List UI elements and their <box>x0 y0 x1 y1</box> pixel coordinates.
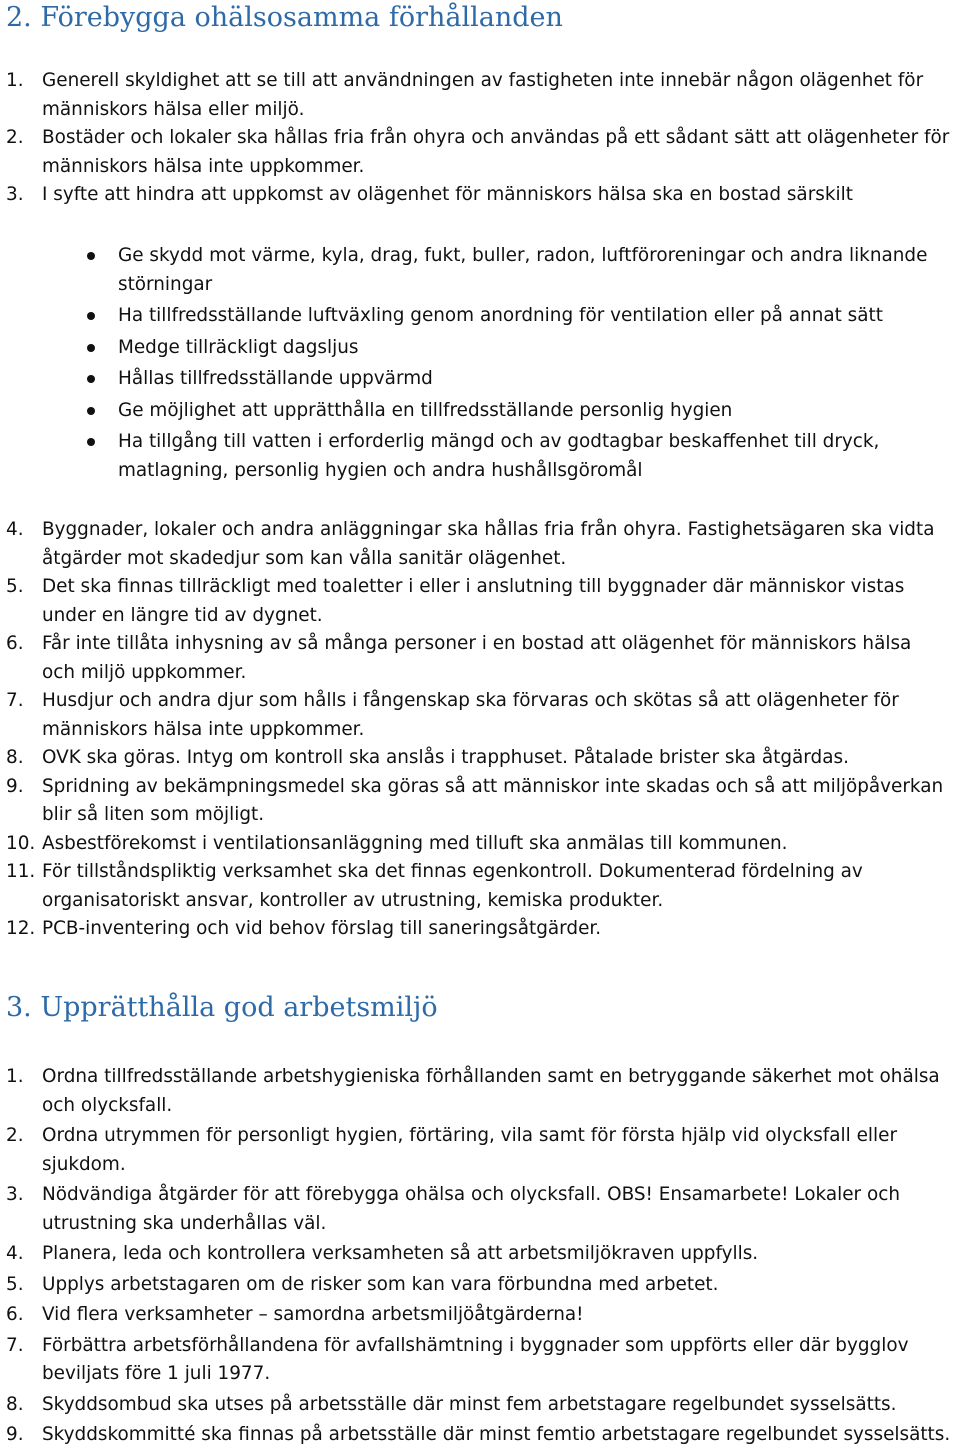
item-text-line: Får inte tillåta inhysning av så många personer i en bostad att olägenhet för människors hälsa <box>42 633 912 654</box>
item-text-line: störningar <box>118 273 213 295</box>
list-item <box>0 773 943 830</box>
item-number: 2. <box>6 1125 24 1146</box>
list-item <box>0 67 949 124</box>
item-number: 9. <box>6 1424 24 1445</box>
list-item <box>0 1063 950 1120</box>
list-item <box>0 830 943 859</box>
item-text-line: PCB-inventering och vid behov förslag till saneringsåtgärder. <box>42 918 602 939</box>
bullet-dot-icon <box>87 344 95 352</box>
section-2-list-bottom <box>0 516 943 944</box>
bullet-dot-icon <box>87 312 95 320</box>
item-number: 10. <box>6 832 36 854</box>
bullet-item <box>0 302 927 331</box>
item-text-line: och olycksfall. <box>42 1094 173 1116</box>
bullet-item <box>0 242 927 299</box>
item-number: 6. <box>6 633 24 654</box>
list-item <box>0 516 943 573</box>
item-text-line: och miljö uppkommer. <box>42 661 247 683</box>
list-item <box>0 1391 950 1420</box>
item-text-line: I syfte att hindra att uppkomst av olägenhet för människors hälsa ska en bostad särskilt <box>42 184 853 205</box>
bullet-dot-icon <box>87 438 95 446</box>
list-item <box>0 915 943 944</box>
list-item <box>0 1421 950 1450</box>
item-number: 3. <box>6 1184 24 1205</box>
item-text-line: Det ska finnas tillräckligt med toaletter i eller i anslutning till byggnader där människor vistas <box>42 576 905 597</box>
item-text-line: Asbestförekomst i ventilationsanläggning med tilluft ska anmälas till kommunen. <box>42 832 788 854</box>
item-text-line: Ha tillgång till vatten i erforderlig mängd och av godtagbar beskaffenhet till dryck, <box>118 431 880 452</box>
item-text-line: Vid flera verksamheter – samordna arbetsmiljöåtgärderna! <box>42 1304 584 1325</box>
item-text-line: Ordna utrymmen för personligt hygien, förtäring, vila samt för första hjälp vid olycksfall eller <box>42 1125 898 1146</box>
list-item <box>0 573 943 630</box>
section-2-list-top <box>0 67 949 210</box>
item-text-line: OVK ska göras. Intyg om kontroll ska anslås i trapphuset. Påtalade brister ska åtgärdas. <box>42 747 849 768</box>
list-item <box>0 1240 950 1269</box>
item-text-line: utrustning ska underhållas väl. <box>42 1212 327 1234</box>
section-3-heading: 3. Upprätthålla god arbetsmiljö <box>6 992 438 1023</box>
item-text-line: Generell skyldighet att se till att användningen av fastigheten inte innebär någon olägenhet för <box>42 70 924 91</box>
item-number: 11. <box>6 861 36 882</box>
item-number: 5. <box>6 576 24 597</box>
list-item <box>0 630 943 687</box>
item-number: 4. <box>6 1243 24 1264</box>
item-text-line: Ordna tillfredsställande arbetshygieniska förhållanden samt en betryggande säkerhet mot ohälsa <box>42 1066 940 1087</box>
item-text-line: Skyddskommitté ska finnas på arbetsställe där minst femtio arbetstagare regelbundet sysselsätts. <box>42 1424 951 1445</box>
item-number: 9. <box>6 775 24 797</box>
item-number: 6. <box>6 1304 24 1325</box>
item-text-line: Ge möjlighet att upprätthålla en tillfredsställande personlig hygien <box>118 399 733 421</box>
item-text-line: Husdjur och andra djur som hålls i fångenskap ska förvaras och skötas så att olägenheter för <box>42 690 899 711</box>
item-text-line: Bostäder och lokaler ska hållas fria från ohyra och användas på ett sådant sätt att olägenheter för <box>42 127 950 148</box>
item-text-line: Nödvändiga åtgärder för att förebygga ohälsa och olycksfall. OBS! Ensamarbete! Lokaler och <box>42 1184 900 1205</box>
item-text-line: Ge skydd mot värme, kyla, drag, fukt, buller, radon, luftföroreningar och andra liknande <box>118 245 928 266</box>
list-item <box>0 744 943 773</box>
item-text-line: beviljats före 1 juli 1977. <box>42 1363 271 1384</box>
item-text-line: under en längre tid av dygnet. <box>42 604 323 626</box>
item-number: 8. <box>6 1393 24 1415</box>
item-text-line: Upplys arbetstagaren om de risker som kan vara förbundna med arbetet. <box>42 1273 719 1295</box>
item-text-line: Planera, leda och kontrollera verksamheten så att arbetsmiljökraven uppfylls. <box>42 1243 759 1264</box>
item-text-line: människors hälsa inte uppkommer. <box>42 718 365 740</box>
item-text-line: organisatoriskt ansvar, kontroller av utrustning, kemiska produkter. <box>42 889 664 911</box>
item-number: 3. <box>6 184 24 205</box>
item-text-line: människors hälsa inte uppkommer. <box>42 155 365 177</box>
section-2-bullet-list <box>0 242 927 488</box>
item-text-line: sjukdom. <box>42 1153 126 1175</box>
item-text-line: Hållas tillfredsställande uppvärmd <box>118 368 433 389</box>
item-number: 1. <box>6 70 24 91</box>
item-number: 1. <box>6 1066 24 1087</box>
item-text-line: blir så liten som möjligt. <box>42 804 265 825</box>
item-text-line: För tillståndspliktig verksamhet ska det finnas egenkontroll. Dokumenterad fördelning av <box>42 861 863 882</box>
item-number: 12. <box>6 918 36 939</box>
list-item <box>0 858 943 915</box>
item-text-line: människors hälsa eller miljö. <box>42 98 305 120</box>
item-number: 7. <box>6 1334 24 1356</box>
item-text-line: Förbättra arbetsförhållandena för avfallshämtning i byggnader som uppförts eller där bygglov <box>42 1334 909 1356</box>
list-item <box>0 124 949 181</box>
item-text-line: matlagning, personlig hygien och andra hushållsgöromål <box>118 459 643 481</box>
item-text-line: Spridning av bekämpningsmedel ska göras så att människor inte skadas och så att miljöpåverkan <box>42 775 944 797</box>
item-number: 5. <box>6 1273 24 1295</box>
bullet-item <box>0 334 927 363</box>
list-item <box>0 687 943 744</box>
item-number: 8. <box>6 747 24 768</box>
section-2-heading: 2. Förebygga ohälsosamma förhållanden <box>6 2 563 33</box>
bullet-item <box>0 428 927 485</box>
item-text-line: Skyddsombud ska utses på arbetsställe där minst fem arbetstagare regelbundet sysselsätts. <box>42 1393 897 1415</box>
bullet-dot-icon <box>87 375 95 383</box>
bullet-item <box>0 365 927 394</box>
item-number: 4. <box>6 519 24 540</box>
list-item <box>0 1271 950 1300</box>
item-number: 7. <box>6 690 24 711</box>
item-text-line: åtgärder mot skadedjur som kan vålla sanitär olägenhet. <box>42 547 567 569</box>
item-text-line: Byggnader, lokaler och andra anläggningar ska hållas fria från ohyra. Fastighetsägaren ska vidta <box>42 519 935 540</box>
list-item <box>0 1301 950 1330</box>
list-item <box>0 1122 950 1179</box>
item-text-line: Ha tillfredsställande luftväxling genom anordning för ventilation eller på annat sätt <box>118 305 883 326</box>
list-item <box>0 181 949 210</box>
item-number: 2. <box>6 127 24 148</box>
bullet-dot-icon <box>87 407 95 415</box>
list-item <box>0 1181 950 1238</box>
section-3-list <box>0 1063 950 1452</box>
item-text-line: Medge tillräckligt dagsljus <box>118 336 359 358</box>
list-item <box>0 1332 950 1389</box>
bullet-dot-icon <box>87 252 95 260</box>
bullet-item <box>0 397 927 426</box>
